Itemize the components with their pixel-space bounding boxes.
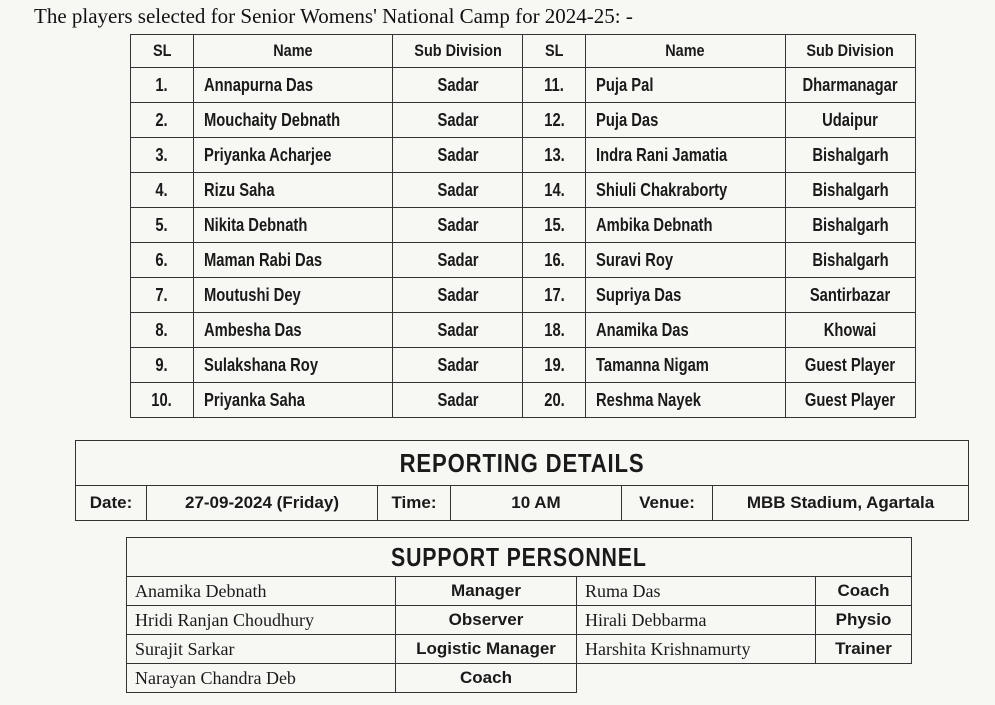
- player-subdivision: Sadar: [393, 208, 523, 243]
- player-name: Maman Rabi Das: [193, 243, 393, 278]
- player-subdivision: Sadar: [393, 313, 523, 348]
- player-name: Nikita Debnath: [193, 208, 393, 243]
- header-name-2: Name: [600, 35, 770, 68]
- player-name: Puja Das: [585, 103, 785, 138]
- player-row: [131, 173, 916, 208]
- support-person-role: Physio: [816, 606, 912, 635]
- player-name: Priyanka Acharjee: [193, 138, 393, 173]
- support-person-role: Coach: [396, 664, 577, 693]
- support-person-role: [816, 664, 912, 693]
- support-person-name: Hirali Debbarma: [577, 606, 816, 635]
- header-sl-1: SL: [135, 35, 188, 68]
- reporting-row: [76, 486, 969, 521]
- player-row: [131, 68, 916, 103]
- player-subdivision: Guest Player: [785, 348, 915, 383]
- player-sl: 6.: [131, 243, 194, 278]
- player-sl: 14.: [523, 173, 586, 208]
- date-label: Date:: [76, 486, 147, 521]
- time-label: Time:: [378, 486, 451, 521]
- player-sl: 17.: [523, 278, 586, 313]
- player-name: Mouchaity Debnath: [193, 103, 393, 138]
- player-row: [131, 103, 916, 138]
- player-name: Indra Rani Jamatia: [585, 138, 785, 173]
- player-name: Ambika Debnath: [585, 208, 785, 243]
- player-row: [131, 278, 916, 313]
- player-sl: 20.: [523, 383, 586, 418]
- support-row: [127, 577, 912, 606]
- support-row: [127, 664, 912, 693]
- player-name: Shiuli Chakraborty: [585, 173, 785, 208]
- player-name: Annapurna Das: [193, 68, 393, 103]
- player-subdivision: Santirbazar: [785, 278, 915, 313]
- player-name: Supriya Das: [585, 278, 785, 313]
- player-name: Anamika Das: [585, 313, 785, 348]
- players-table: [130, 34, 916, 418]
- player-sl: 19.: [523, 348, 586, 383]
- player-sl: 18.: [523, 313, 586, 348]
- support-title: SUPPORT PERSONNEL: [127, 538, 912, 577]
- player-name: Ambesha Das: [193, 313, 393, 348]
- player-row: [131, 348, 916, 383]
- date-value: 27-09-2024 (Friday): [147, 486, 378, 521]
- player-sl: 2.: [131, 103, 194, 138]
- player-subdivision: Bishalgarh: [785, 138, 915, 173]
- player-sl: 16.: [523, 243, 586, 278]
- time-value: 10 AM: [451, 486, 622, 521]
- player-subdivision: Sadar: [393, 243, 523, 278]
- player-sl: 9.: [131, 348, 194, 383]
- player-row: [131, 243, 916, 278]
- player-row: [131, 313, 916, 348]
- player-sl: 4.: [131, 173, 194, 208]
- player-sl: 1.: [131, 68, 194, 103]
- support-person-name: Surajit Sarkar: [127, 635, 396, 664]
- header-sl-2: SL: [528, 35, 581, 68]
- support-person-name: Harshita Krishnamurty: [577, 635, 816, 664]
- page-heading: The players selected for Senior Womens' National Camp for 2024-25: -: [34, 4, 633, 28]
- player-sl: 8.: [131, 313, 194, 348]
- support-row: [127, 635, 912, 664]
- player-row: [131, 208, 916, 243]
- player-subdivision: Sadar: [393, 348, 523, 383]
- player-name: Puja Pal: [585, 68, 785, 103]
- player-name: Reshma Nayek: [585, 383, 785, 418]
- player-row: [131, 383, 916, 418]
- support-person-role: Observer: [396, 606, 577, 635]
- player-subdivision: Dharmanagar: [785, 68, 915, 103]
- player-name: Suravi Roy: [585, 243, 785, 278]
- player-subdivision: Sadar: [393, 173, 523, 208]
- player-row: [131, 138, 916, 173]
- players-table-header-row: [131, 35, 916, 68]
- player-name: Rizu Saha: [193, 173, 393, 208]
- support-personnel-table: [126, 537, 912, 693]
- player-subdivision: Sadar: [393, 383, 523, 418]
- header-name-1: Name: [208, 35, 378, 68]
- player-sl: 15.: [523, 208, 586, 243]
- player-subdivision: Bishalgarh: [785, 243, 915, 278]
- support-person-role: Trainer: [816, 635, 912, 664]
- header-subdivision-2: Sub Division: [795, 35, 906, 68]
- player-sl: 5.: [131, 208, 194, 243]
- player-subdivision: Sadar: [393, 103, 523, 138]
- player-subdivision: Sadar: [393, 278, 523, 313]
- venue-value: MBB Stadium, Agartala: [713, 486, 969, 521]
- player-subdivision: Khowai: [785, 313, 915, 348]
- player-subdivision: Sadar: [393, 68, 523, 103]
- player-name: Moutushi Dey: [193, 278, 393, 313]
- player-sl: 3.: [131, 138, 194, 173]
- player-sl: 12.: [523, 103, 586, 138]
- reporting-title: REPORTING DETAILS: [76, 441, 969, 486]
- player-sl: 13.: [523, 138, 586, 173]
- support-person-name: Anamika Debnath: [127, 577, 396, 606]
- header-subdivision-1: Sub Division: [403, 35, 514, 68]
- support-person-name: [577, 664, 816, 693]
- support-person-role: Coach: [816, 577, 912, 606]
- player-name: Tamanna Nigam: [585, 348, 785, 383]
- player-name: Sulakshana Roy: [193, 348, 393, 383]
- support-person-name: Ruma Das: [577, 577, 816, 606]
- support-row: [127, 606, 912, 635]
- player-subdivision: Sadar: [393, 138, 523, 173]
- player-sl: 11.: [523, 68, 586, 103]
- support-person-role: Logistic Manager: [396, 635, 577, 664]
- player-sl: 10.: [131, 383, 194, 418]
- player-subdivision: Bishalgarh: [785, 208, 915, 243]
- player-name: Priyanka Saha: [193, 383, 393, 418]
- player-subdivision: Guest Player: [785, 383, 915, 418]
- support-person-name: Hridi Ranjan Choudhury: [127, 606, 396, 635]
- player-sl: 7.: [131, 278, 194, 313]
- support-person-role: Manager: [396, 577, 577, 606]
- support-person-name: Narayan Chandra Deb: [127, 664, 396, 693]
- player-subdivision: Udaipur: [785, 103, 915, 138]
- reporting-details-table: [75, 440, 969, 521]
- player-subdivision: Bishalgarh: [785, 173, 915, 208]
- venue-label: Venue:: [622, 486, 713, 521]
